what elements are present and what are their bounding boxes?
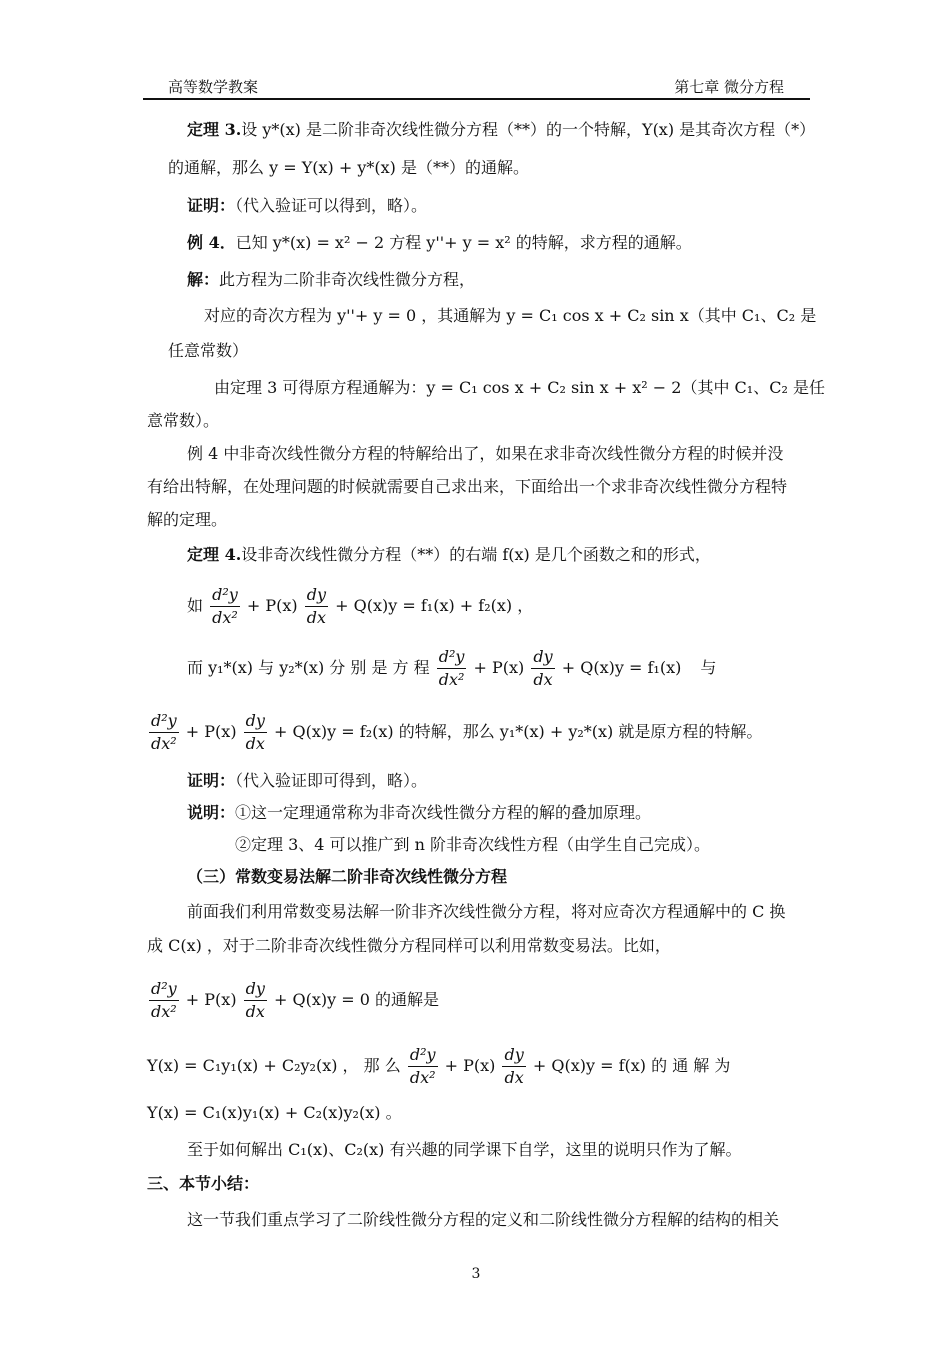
solution-intro	[187, 270, 475, 290]
frac-den: dx	[244, 1000, 267, 1023]
paragraph2-line2: 成 C(x) ，对于二阶非奇次线性微分方程同样可以利用常数变易法。比如，	[147, 936, 671, 955]
summary-line1: 这一节我们重点学习了二阶线性微分方程的定义和二阶线性微分方程解的结构的相关	[187, 1210, 780, 1229]
frac-num: dy	[306, 585, 327, 604]
frac-den: dx²	[149, 1000, 179, 1023]
example4-text: 已知 y*(x) = x² − 2 方程 y''+ y = x² 的特解，求方程的通解。	[235, 233, 692, 252]
fraction-d2y-dx2	[408, 1044, 438, 1089]
solution-line5: 意常数）。	[147, 411, 220, 430]
solution-line2: 对应的奇次方程为 y''+ y = 0 ，其通解为 y = C₁ cos x + C₂ sin x（其中 C₁、C₂ 是	[204, 306, 817, 325]
theorem3-label: 定理 3.	[187, 120, 242, 139]
varied-solution: Y(x) = C₁(x)y₁(x) + C₂(x)y₂(x) 。	[147, 1103, 402, 1122]
fraction-dy-dx	[244, 978, 267, 1023]
eq1-prefix: 如	[187, 596, 204, 615]
fraction-dy-dx	[244, 710, 267, 755]
note1	[187, 803, 651, 823]
frac-den: dx²	[210, 606, 240, 629]
frac-num: d²y	[438, 647, 465, 666]
fraction-dy-dx	[305, 584, 328, 629]
theorem4-line3	[187, 646, 716, 691]
frac-den: dx	[502, 1066, 525, 1089]
example4-label: 例 4．	[187, 233, 236, 252]
proof2	[187, 771, 427, 791]
frac-num: dy	[245, 979, 265, 998]
frac-num: dy	[245, 711, 265, 730]
y-words-left: Y(x) = C₁y₁(x) + C₂y₂(x) ， 那 么	[147, 1056, 401, 1075]
section3-heading: （三）常数变易法解二阶非奇次线性微分方程	[187, 867, 508, 886]
page-number: 3	[471, 1266, 481, 1282]
fraction-d2y-dx2	[210, 584, 240, 629]
frac-num: d²y	[409, 1045, 436, 1064]
note-label: 说明：	[187, 803, 236, 822]
example4	[187, 233, 692, 253]
proof1	[187, 196, 427, 216]
y-px: + P(x)	[444, 1056, 496, 1075]
y-words-tail: + Q(x)y = f(x) 的 通 解 为	[532, 1056, 731, 1075]
fraction-dy-dx	[531, 646, 554, 691]
theorem3-line1	[187, 120, 815, 140]
fraction-d2y-dx2	[437, 646, 467, 691]
homog-tail: + Q(x)y = 0 的通解是	[274, 990, 440, 1009]
line3-eq-tail: + Q(x)y = f₁(x)	[561, 658, 682, 677]
paragraph1-line2: 有给出特解，在处理问题的时候就需要自己求出来，下面给出一个求非奇次线性微分方程特	[147, 477, 788, 496]
theorem4-line1	[187, 545, 711, 565]
proof1-text: （代入验证可以得到，略）。	[235, 196, 428, 215]
frac-num: dy	[533, 647, 553, 666]
eq1-px: + P(x)	[246, 596, 298, 615]
theorem3-line2: 的通解，那么 y = Y(x) + y*(x) 是（**）的通解。	[168, 158, 529, 177]
theorem4-equation1	[187, 584, 533, 629]
line4-px: + P(x)	[185, 722, 237, 741]
fraction-dy-dx	[502, 1044, 525, 1089]
frac-den: dx²	[149, 732, 179, 755]
homogeneous-equation	[147, 978, 439, 1023]
line4-tail: + Q(x)y = f₂(x) 的特解，那么 y₁*(x) + y₂*(x) 就是原方程的特解。	[274, 722, 763, 741]
note1-text: ①这一定理通常称为非奇次线性微分方程的解的叠加原理。	[235, 803, 652, 822]
solution-line3: 任意常数）	[168, 341, 249, 360]
frac-den: dx	[305, 606, 328, 629]
solution-text: 此方程为二阶非奇次线性微分方程，	[219, 270, 476, 289]
frac-den: dx	[244, 732, 267, 755]
proof2-text: （代入验证即可得到，略）。	[235, 771, 428, 790]
paragraph1-line1: 例 4 中非奇次线性微分方程的特解给出了，如果在求非奇次线性微分方程的时候并没	[187, 444, 784, 463]
line3-end: 与	[700, 658, 717, 677]
frac-num: d²y	[151, 979, 177, 998]
proof1-label: 证明：	[187, 196, 236, 215]
proof2-label: 证明：	[187, 771, 236, 790]
frac-num: dy	[504, 1045, 524, 1064]
solution-label: 解：	[187, 270, 220, 289]
frac-num: d²y	[151, 711, 177, 730]
solution-line4: 由定理 3 可得原方程通解为：y = C₁ cos x + C₂ sin x + x² − 2（其中 C₁、C₂ 是任	[214, 378, 825, 397]
frac-den: dx²	[408, 1066, 438, 1089]
theorem4-label: 定理 4.	[187, 545, 242, 564]
theorem3-text1: 设 y*(x) 是二阶非奇次线性微分方程（**）的一个特解，Y(x) 是其奇次方程（*）	[241, 120, 816, 139]
summary-heading: 三、本节小结：	[147, 1174, 260, 1193]
paragraph3: 至于如何解出 C₁(x)、C₂(x) 有兴趣的同学课下自学，这里的说明只作为了解。	[187, 1140, 742, 1159]
frac-den: dx	[531, 668, 554, 691]
frac-den: dx²	[437, 668, 467, 691]
paragraph2-line1: 前面我们利用常数变易法解一阶非齐次线性微分方程，将对应奇次方程通解中的 C 换	[187, 902, 786, 921]
fraction-d2y-dx2	[149, 978, 179, 1023]
frac-num: d²y	[212, 585, 238, 604]
general-solution-line	[147, 1044, 730, 1089]
fraction-d2y-dx2	[149, 710, 179, 755]
paragraph1-line3: 解的定理。	[147, 510, 228, 529]
eq1-tail: + Q(x)y = f₁(x) + f₂(x) ，	[335, 596, 534, 615]
header-rule	[143, 98, 810, 100]
line3-px: + P(x)	[473, 658, 525, 677]
homog-px: + P(x)	[185, 990, 237, 1009]
line3-words: 而 y₁*(x) 与 y₂*(x) 分 别 是 方 程	[187, 658, 430, 677]
note2: ②定理 3、4 可以推广到 n 阶非奇次线性方程（由学生自己完成）。	[235, 835, 711, 854]
header-left: 高等数学教案	[168, 78, 259, 96]
header-right: 第七章 微分方程	[674, 78, 784, 96]
theorem4-line4	[147, 710, 762, 755]
theorem4-text1: 设非奇次线性微分方程（**）的右端 f(x) 是几个函数之和的形式，	[241, 545, 711, 564]
